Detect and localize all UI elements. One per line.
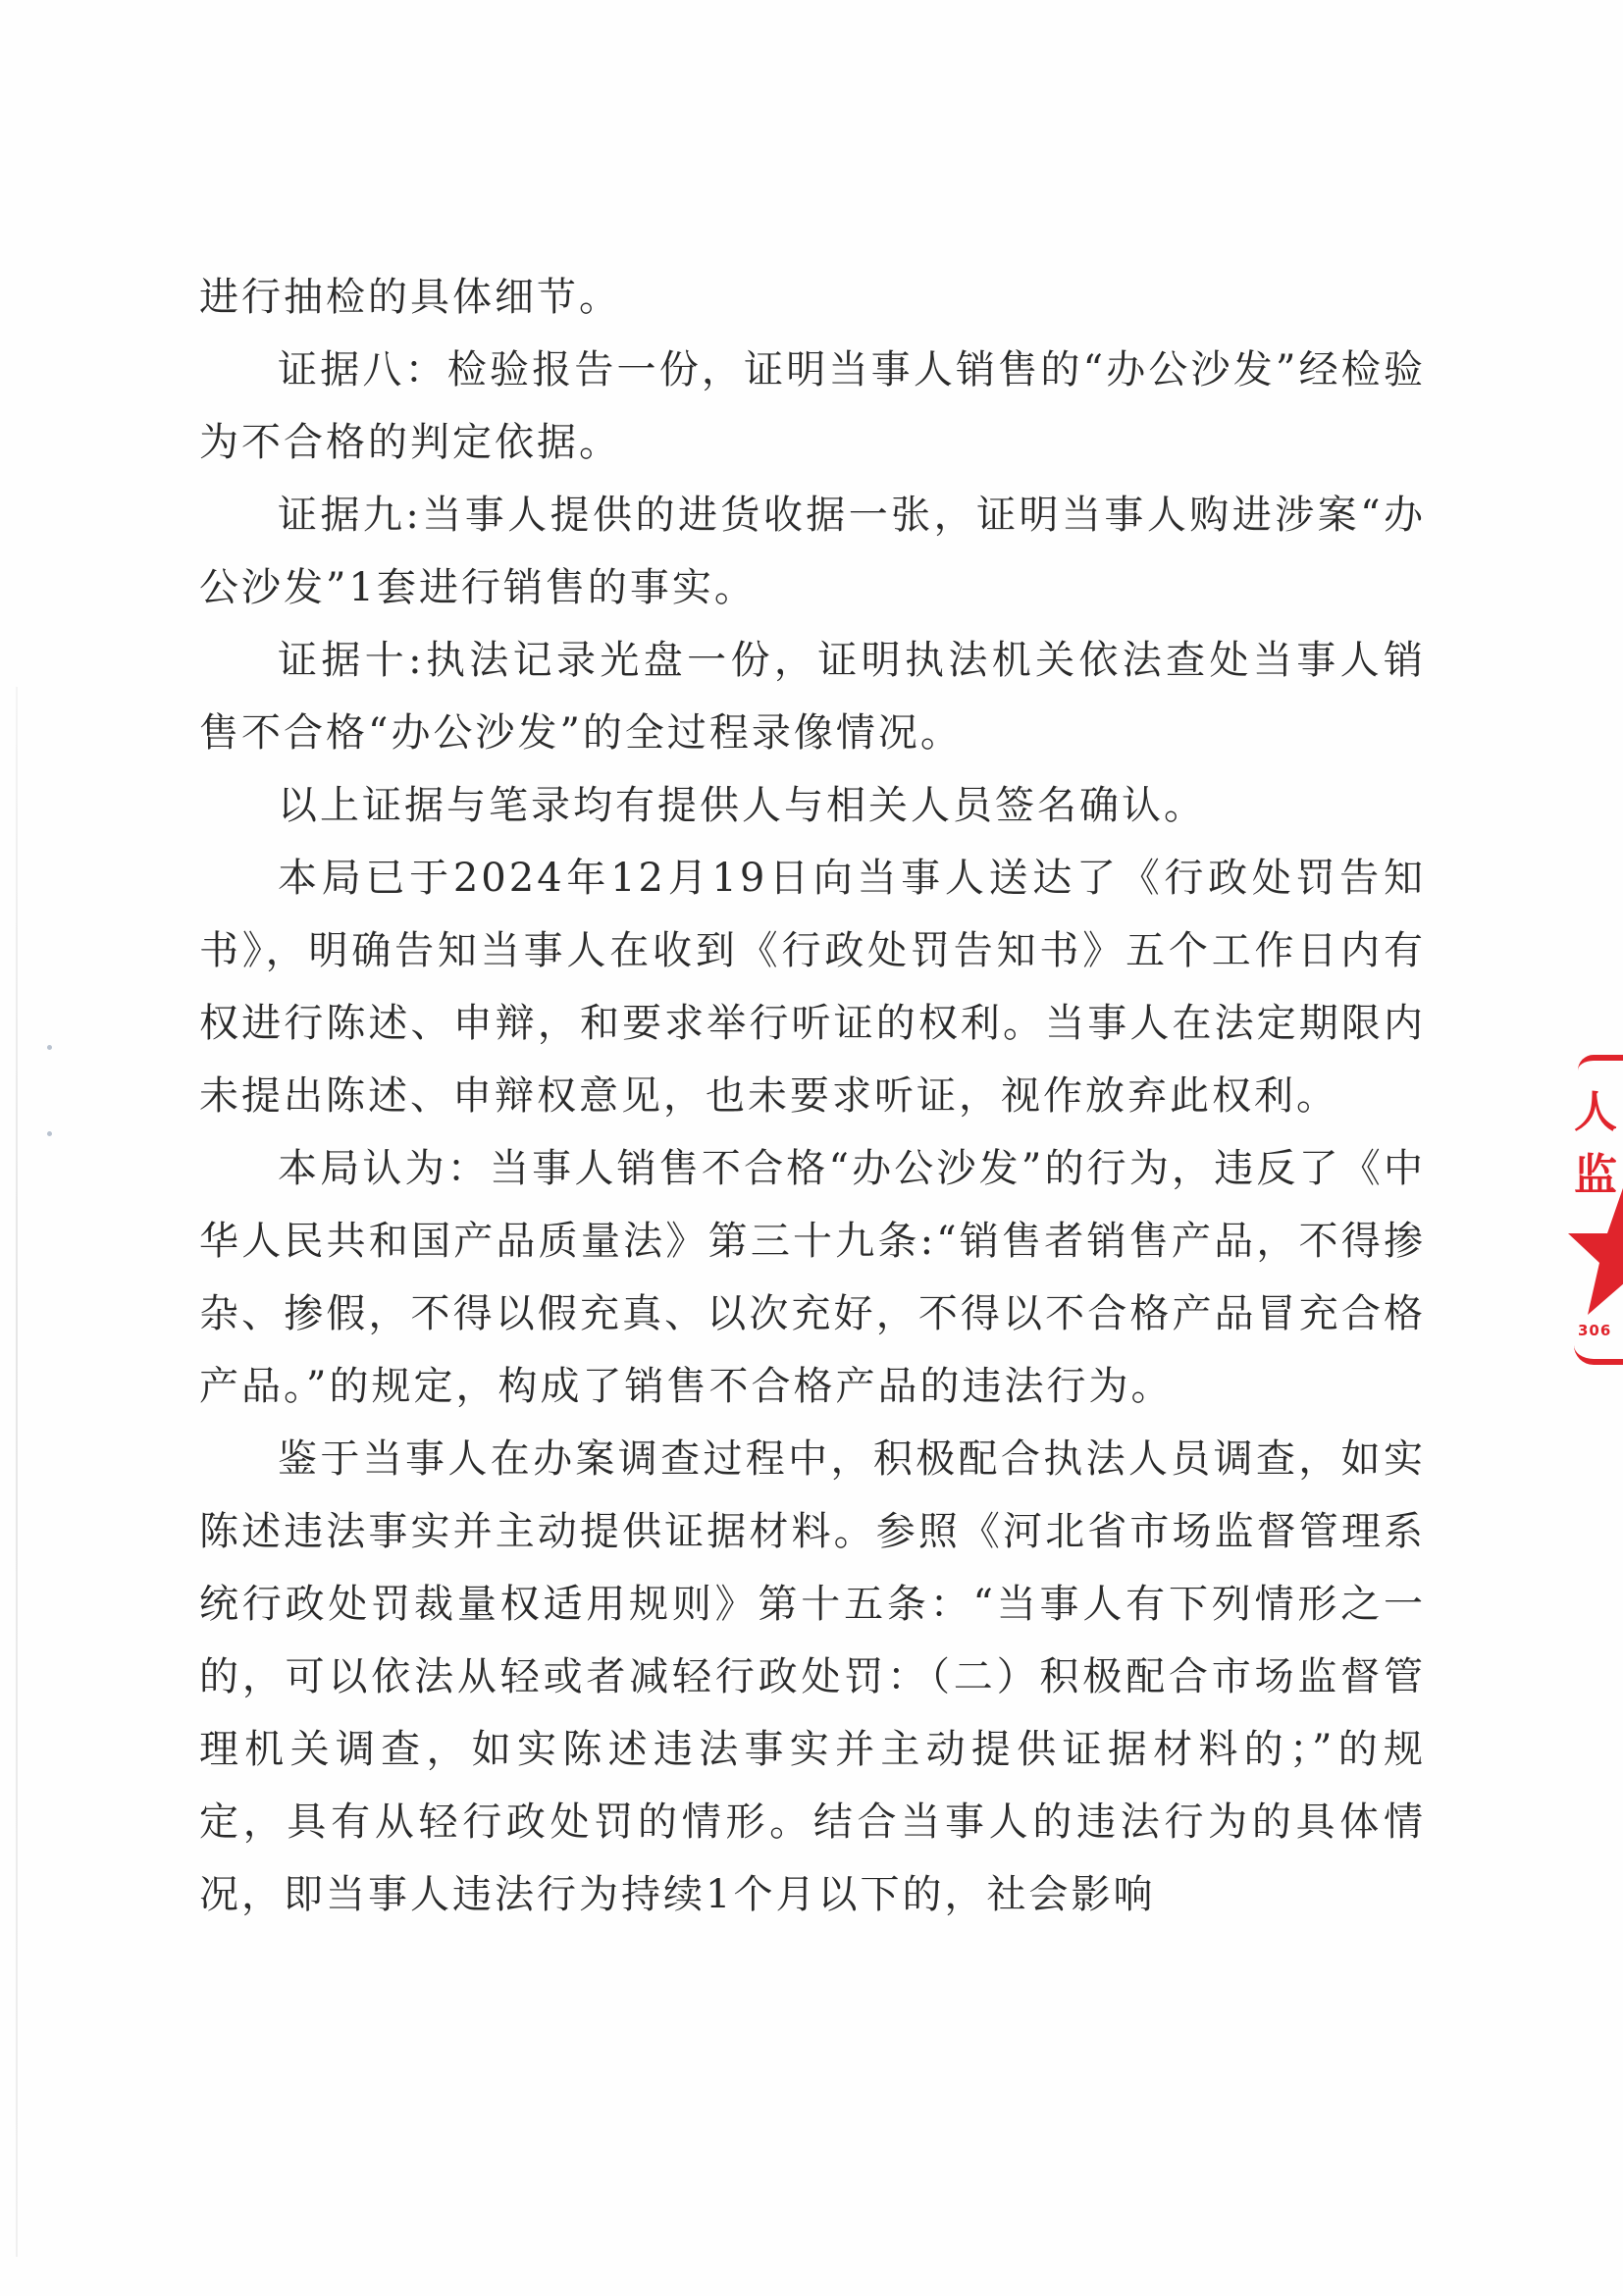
scan-dot-2 [47, 1131, 52, 1136]
paragraph-continuation: 进行抽检的具体细节。 [199, 275, 621, 320]
paragraph-signature-confirmation: 以上证据与笔录均有提供人与相关人员签名确认。 [278, 783, 1206, 828]
seal-ring-top [1578, 1055, 1623, 1070]
scan-dot-1 [47, 1045, 52, 1050]
paragraph-notice-delivery: 本局已于2024年12月19日向当事人送达了《行政处罚告知书》，明确告知当事人在收到《行政处罚告知书》五个工作日内有权进行陈述、申辩，和要求举行听证的权利。当事人在法定期限内未提出陈述、申辩权意见，也未要求听证，视作放弃此权利。 [199, 856, 1426, 1119]
paragraph-evidence-10: 证据十:执法记录光盘一份，证明执法机关依法查处当事人销售不合格“办公沙发”的全过程录像情况。 [199, 638, 1426, 756]
paragraph-mitigation: 鉴于当事人在办案调查过程中，积极配合执法人员调查，如实陈述违法事实并主动提供证据材料。参照《河北省市场监督管理系统行政处罚裁量权适用规则》第十五条：“当事人有下列情形之一的，可以依法从轻或者减轻行政处罚：（二）积极配合市场监督管理机关调查，如实陈述违法事实并主动提供证据材料的；”的规定，具有从轻行政处罚的情形。结合当事人的违法行为的具体情况，即当事人违法行为持续1个月以下的，社会影响 [199, 1436, 1426, 1917]
seal-star-icon [1568, 1173, 1623, 1320]
official-seal [1568, 1055, 1623, 1379]
scan-edge-shadow [16, 687, 18, 2257]
seal-ring-bottom [1574, 1345, 1623, 1365]
document-body [199, 261, 1426, 1931]
paragraph-bureau-opinion: 本局认为：当事人销售不合格“办公沙发”的行为，违反了《中华人民共和国产品质量法》第三十九条:“销售者销售产品，不得掺杂、掺假，不得以假充真、以次充好，不得以不合格产品冒充合格产品。”的规定，构成了销售不合格产品的违法行为。 [199, 1146, 1426, 1409]
seal-text: 人监 [1574, 1087, 1613, 1200]
paragraph-evidence-9: 证据九:当事人提供的进货收据一张，证明当事人购进涉案“办公沙发”1套进行销售的事实。 [199, 493, 1426, 610]
seal-number: 306 [1578, 1322, 1612, 1339]
paragraph-evidence-8: 证据八：检验报告一份，证明当事人销售的“办公沙发”经检验为不合格的判定依据。 [199, 347, 1426, 465]
